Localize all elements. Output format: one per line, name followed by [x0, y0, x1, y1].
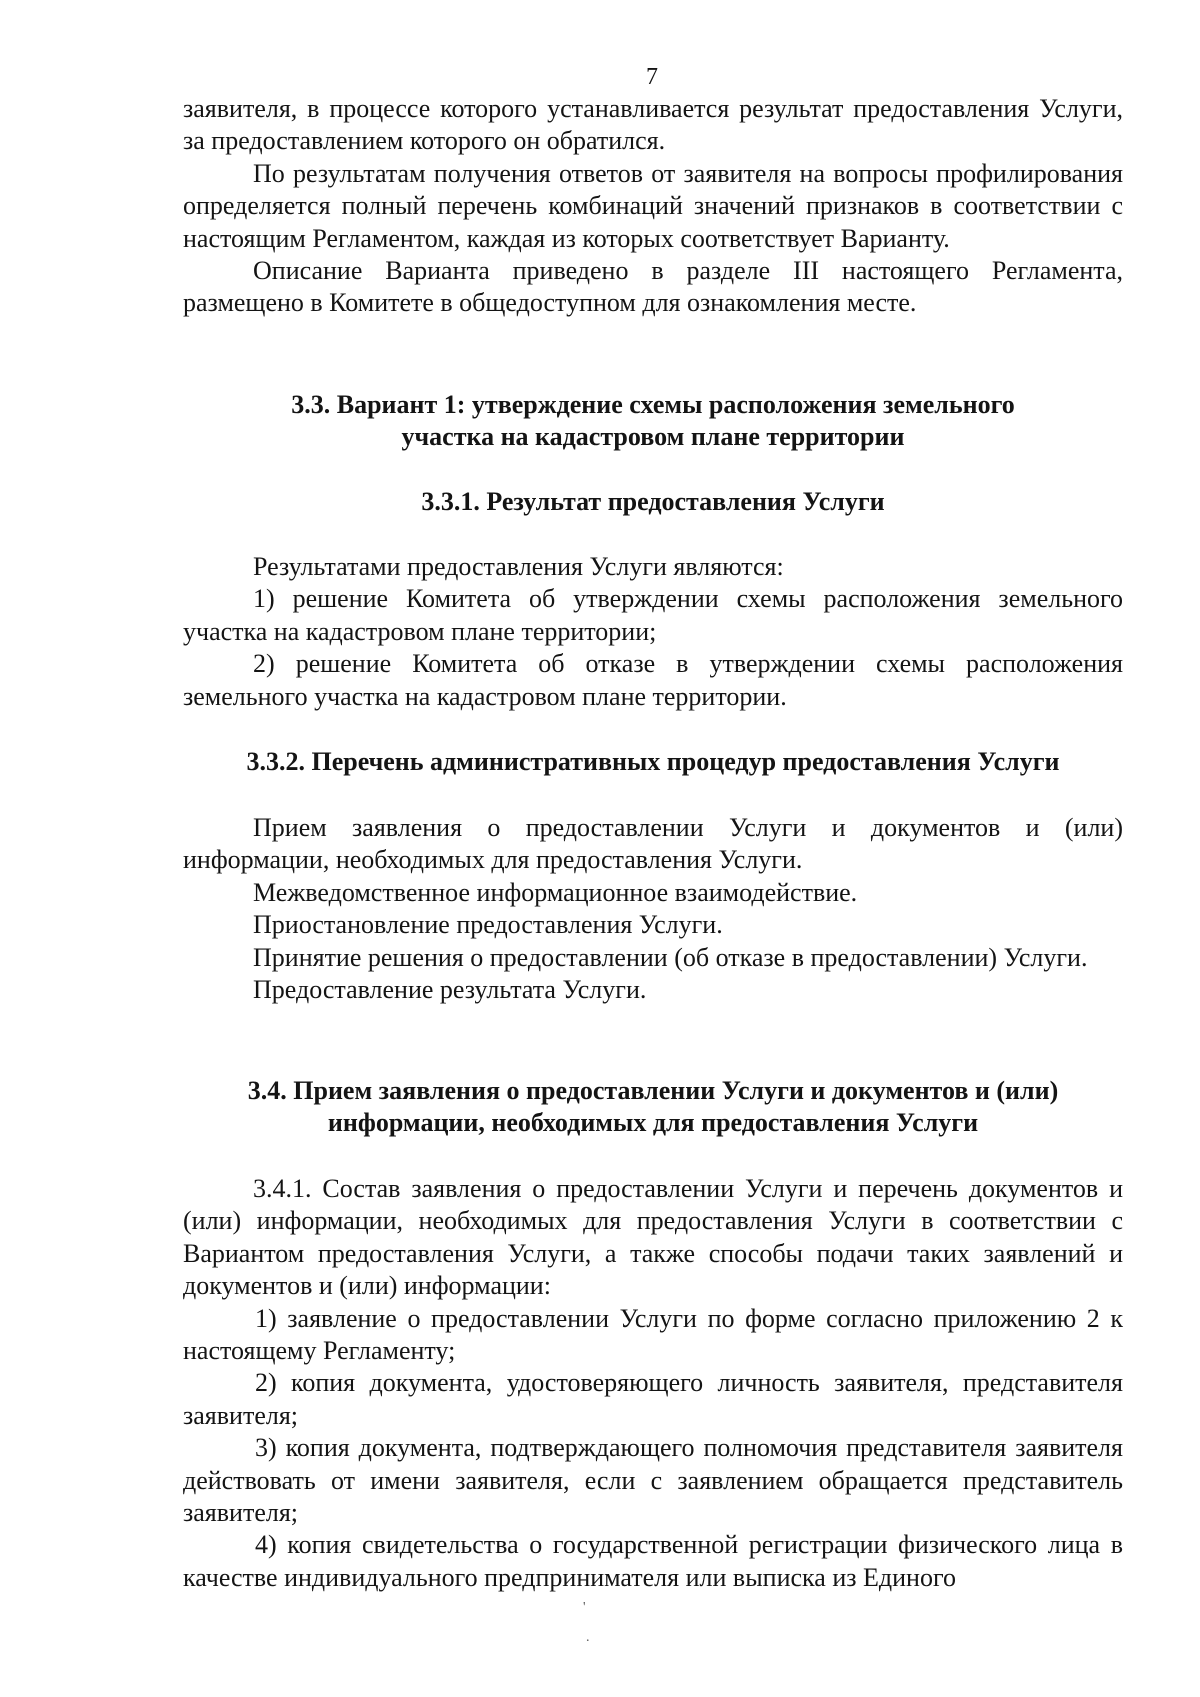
results-text-block [183, 551, 1123, 713]
paragraph: Приостановление предоставления Услуги. [253, 910, 723, 940]
paragraph: Описание Варианта приведено в разделе III настоящего Регламента, размещено в Комитете в общедоступном для ознакомления месте. [183, 256, 1123, 318]
paragraph: заявителя, в процессе которого устанавливается результат предоставления Услуги, за предоставлением которого он обратился. [183, 94, 1123, 156]
heading-line: информации, необходимых для предоставления Услуги [327, 1108, 979, 1137]
heading-line: участка на кадастровом плане территории [401, 422, 905, 451]
paragraph: По результатам получения ответов от заявителя на вопросы профилирования определяется полный перечень комбинаций значений признаков в соответствии с настоящим Регламентом, каждая из которых соответствует Варианту. [183, 158, 1123, 253]
paragraph: Принятие решения о предоставлении (об отказе в предоставлении) Услуги. [253, 942, 1088, 972]
section-heading-3-4 [183, 1075, 1123, 1139]
paragraph: 3.4.1. Состав заявления о предоставлении Услуги и перечень документов и (или) информации, необходимых для предоставления Услуги в соответствии с Вариантом предоставления Услуги, а также способы подачи таких заявлений и документов и (или) информации: [183, 1174, 1123, 1301]
list-item: 4) копия свидетельства о государственной регистрации физического лица в качестве индивидуального предпринимателя или выписка из Единого [183, 1530, 1123, 1592]
section-heading-3-3-1 [183, 486, 1123, 518]
heading-line: 3.4. Прием заявления о предоставлении Услуги и документов и (или) [247, 1076, 1059, 1105]
composition-text-block [183, 1173, 1123, 1594]
paragraph: Предоставление результата Услуги. [253, 975, 647, 1005]
paragraph: Межведомственное информационное взаимодействие. [253, 877, 858, 907]
section-heading-3-3 [183, 389, 1123, 453]
list-item: 2) копия документа, удостоверяющего личность заявителя, представителя заявителя; [183, 1368, 1123, 1430]
scan-speck: . [586, 1630, 590, 1645]
heading-line: 3.3. Вариант 1: утверждение схемы расположения земельного [291, 390, 1015, 419]
list-item: 2) решение Комитета об отказе в утверждении схемы расположения земельного участка на кадастровом плане территории. [183, 649, 1123, 711]
intro-text-block [183, 93, 1123, 320]
scan-speck: ' [583, 1600, 586, 1615]
paragraph: Прием заявления о предоставлении Услуги и документов и (или) информации, необходимых для предоставления Услуги. [183, 813, 1123, 875]
list-item: 1) заявление о предоставлении Услуги по форме согласно приложению 2 к настоящему Регламенту; [183, 1303, 1123, 1366]
heading-line: 3.3.1. Результат предоставления Услуги [421, 487, 885, 516]
list-item: 3) копия документа, подтверждающего полномочия представителя заявителя действовать от имени заявителя, если с заявлением обращается представитель заявителя; [183, 1433, 1123, 1528]
procedures-text-block [183, 812, 1123, 1006]
page-number: 7 [646, 64, 658, 90]
paragraph: Результатами предоставления Услуги являются: [253, 552, 784, 581]
list-item: 1) решение Комитета об утверждении схемы расположения земельного участка на кадастровом плане территории; [183, 584, 1123, 646]
section-heading-3-3-2 [183, 746, 1123, 778]
heading-line: 3.3.2. Перечень административных процедур предоставления Услуги [246, 747, 1060, 776]
